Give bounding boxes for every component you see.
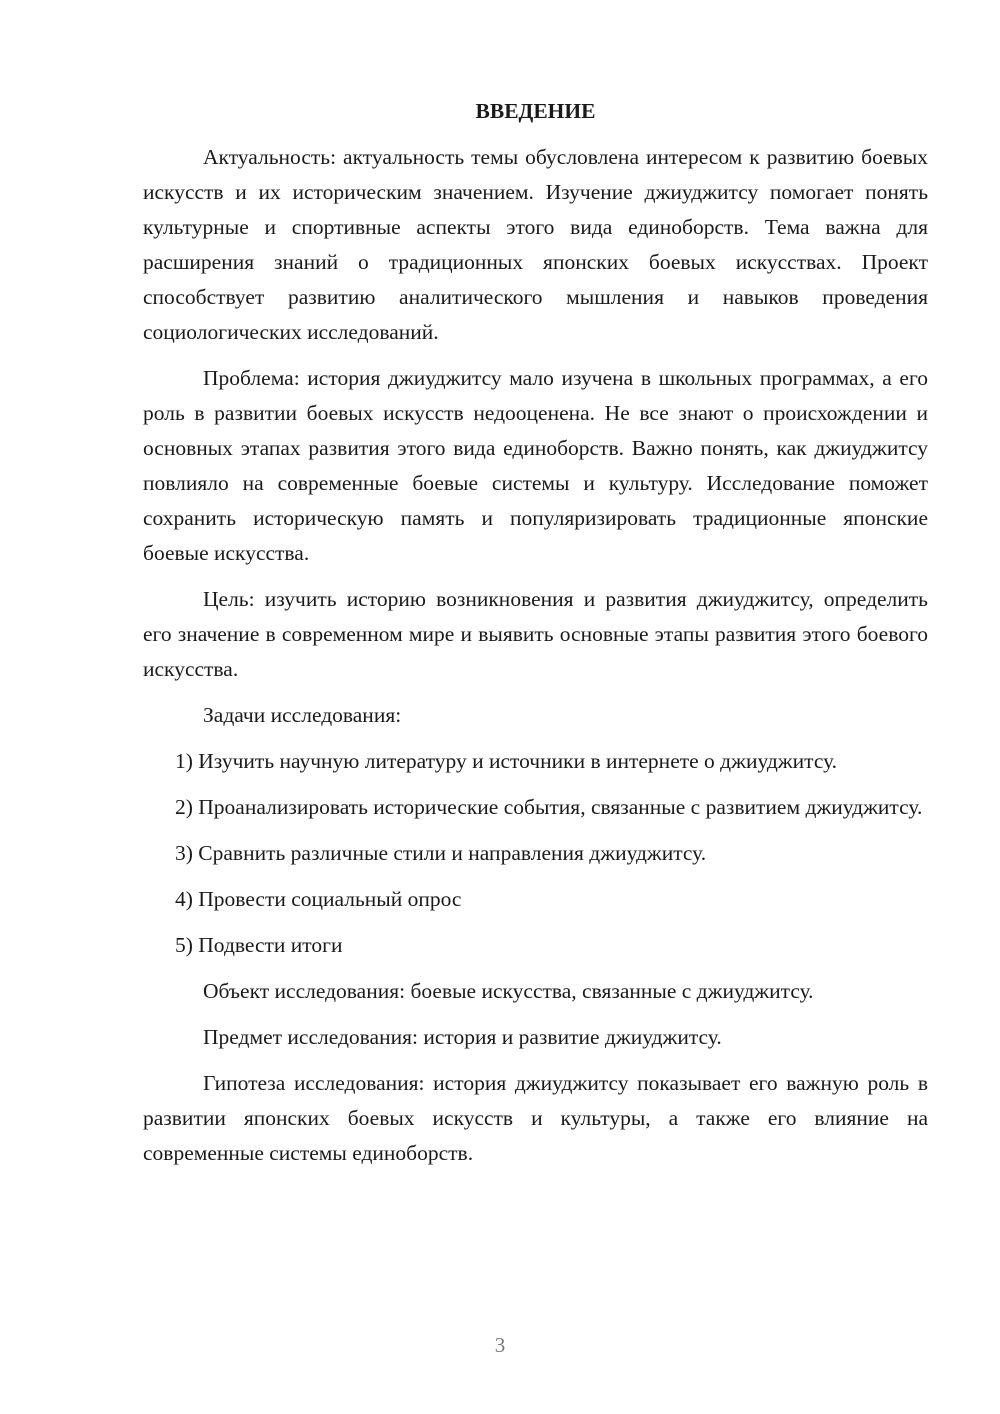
- hypothesis-paragraph: Гипотеза исследования: история джиуджитсу показывает его важную роль в развитии японских боевых искусств и культуры, а также его влияние на современные системы единоборств.: [143, 1071, 928, 1165]
- goal-paragraph: Цель: изучить историю возникновения и развития джиуджитсу, определить его значение в современном мире и выявить основные этапы развития этого боевого искусства.: [143, 587, 928, 681]
- object-paragraph: Объект исследования: боевые искусства, связанные с джиуджитсу.: [203, 979, 814, 1003]
- task-item-1: 1) Изучить научную литературу и источники в интернете о джиуджитсу.: [175, 749, 838, 773]
- page-number: 3: [494, 1333, 506, 1357]
- section-title: ВВЕДЕНИЕ: [475, 99, 596, 123]
- task-item-5: 5) Подвести итоги: [175, 933, 343, 957]
- problem-paragraph: Проблема: история джиуджитсу мало изучена в школьных программах, а его роль в развитии боевых искусств недооценена. Не все знают о происхождении и основных этапах развития этого вида единоборств. Важно понять, как джиуджитсу повлияло на современные боевые системы и культуру. Исследование поможет сохранить историческую память и популяризировать традиционные японские боевые искусства.: [143, 366, 928, 565]
- document-body: [143, 94, 928, 1182]
- task-item-3: 3) Сравнить различные стили и направления джиуджитсу.: [175, 841, 707, 865]
- subject-paragraph: Предмет исследования: история и развитие джиуджитсу.: [203, 1025, 722, 1049]
- task-item-4: 4) Провести социальный опрос: [175, 887, 462, 911]
- tasks-heading: Задачи исследования:: [203, 703, 402, 727]
- task-item-2: 2) Проанализировать исторические события, связанные с развитием джиуджитсу.: [175, 795, 923, 819]
- relevance-paragraph: Актуальность: актуальность темы обусловлена интересом к развитию боевых искусств и их историческим значением. Изучение джиуджитсу помогает понять культурные и спортивные аспекты этого вида единоборств. Тема важна для расширения знаний о традиционных японских боевых искусствах. Проект способствует развитию аналитического мышления и навыков проведения социологических исследований.: [143, 145, 928, 344]
